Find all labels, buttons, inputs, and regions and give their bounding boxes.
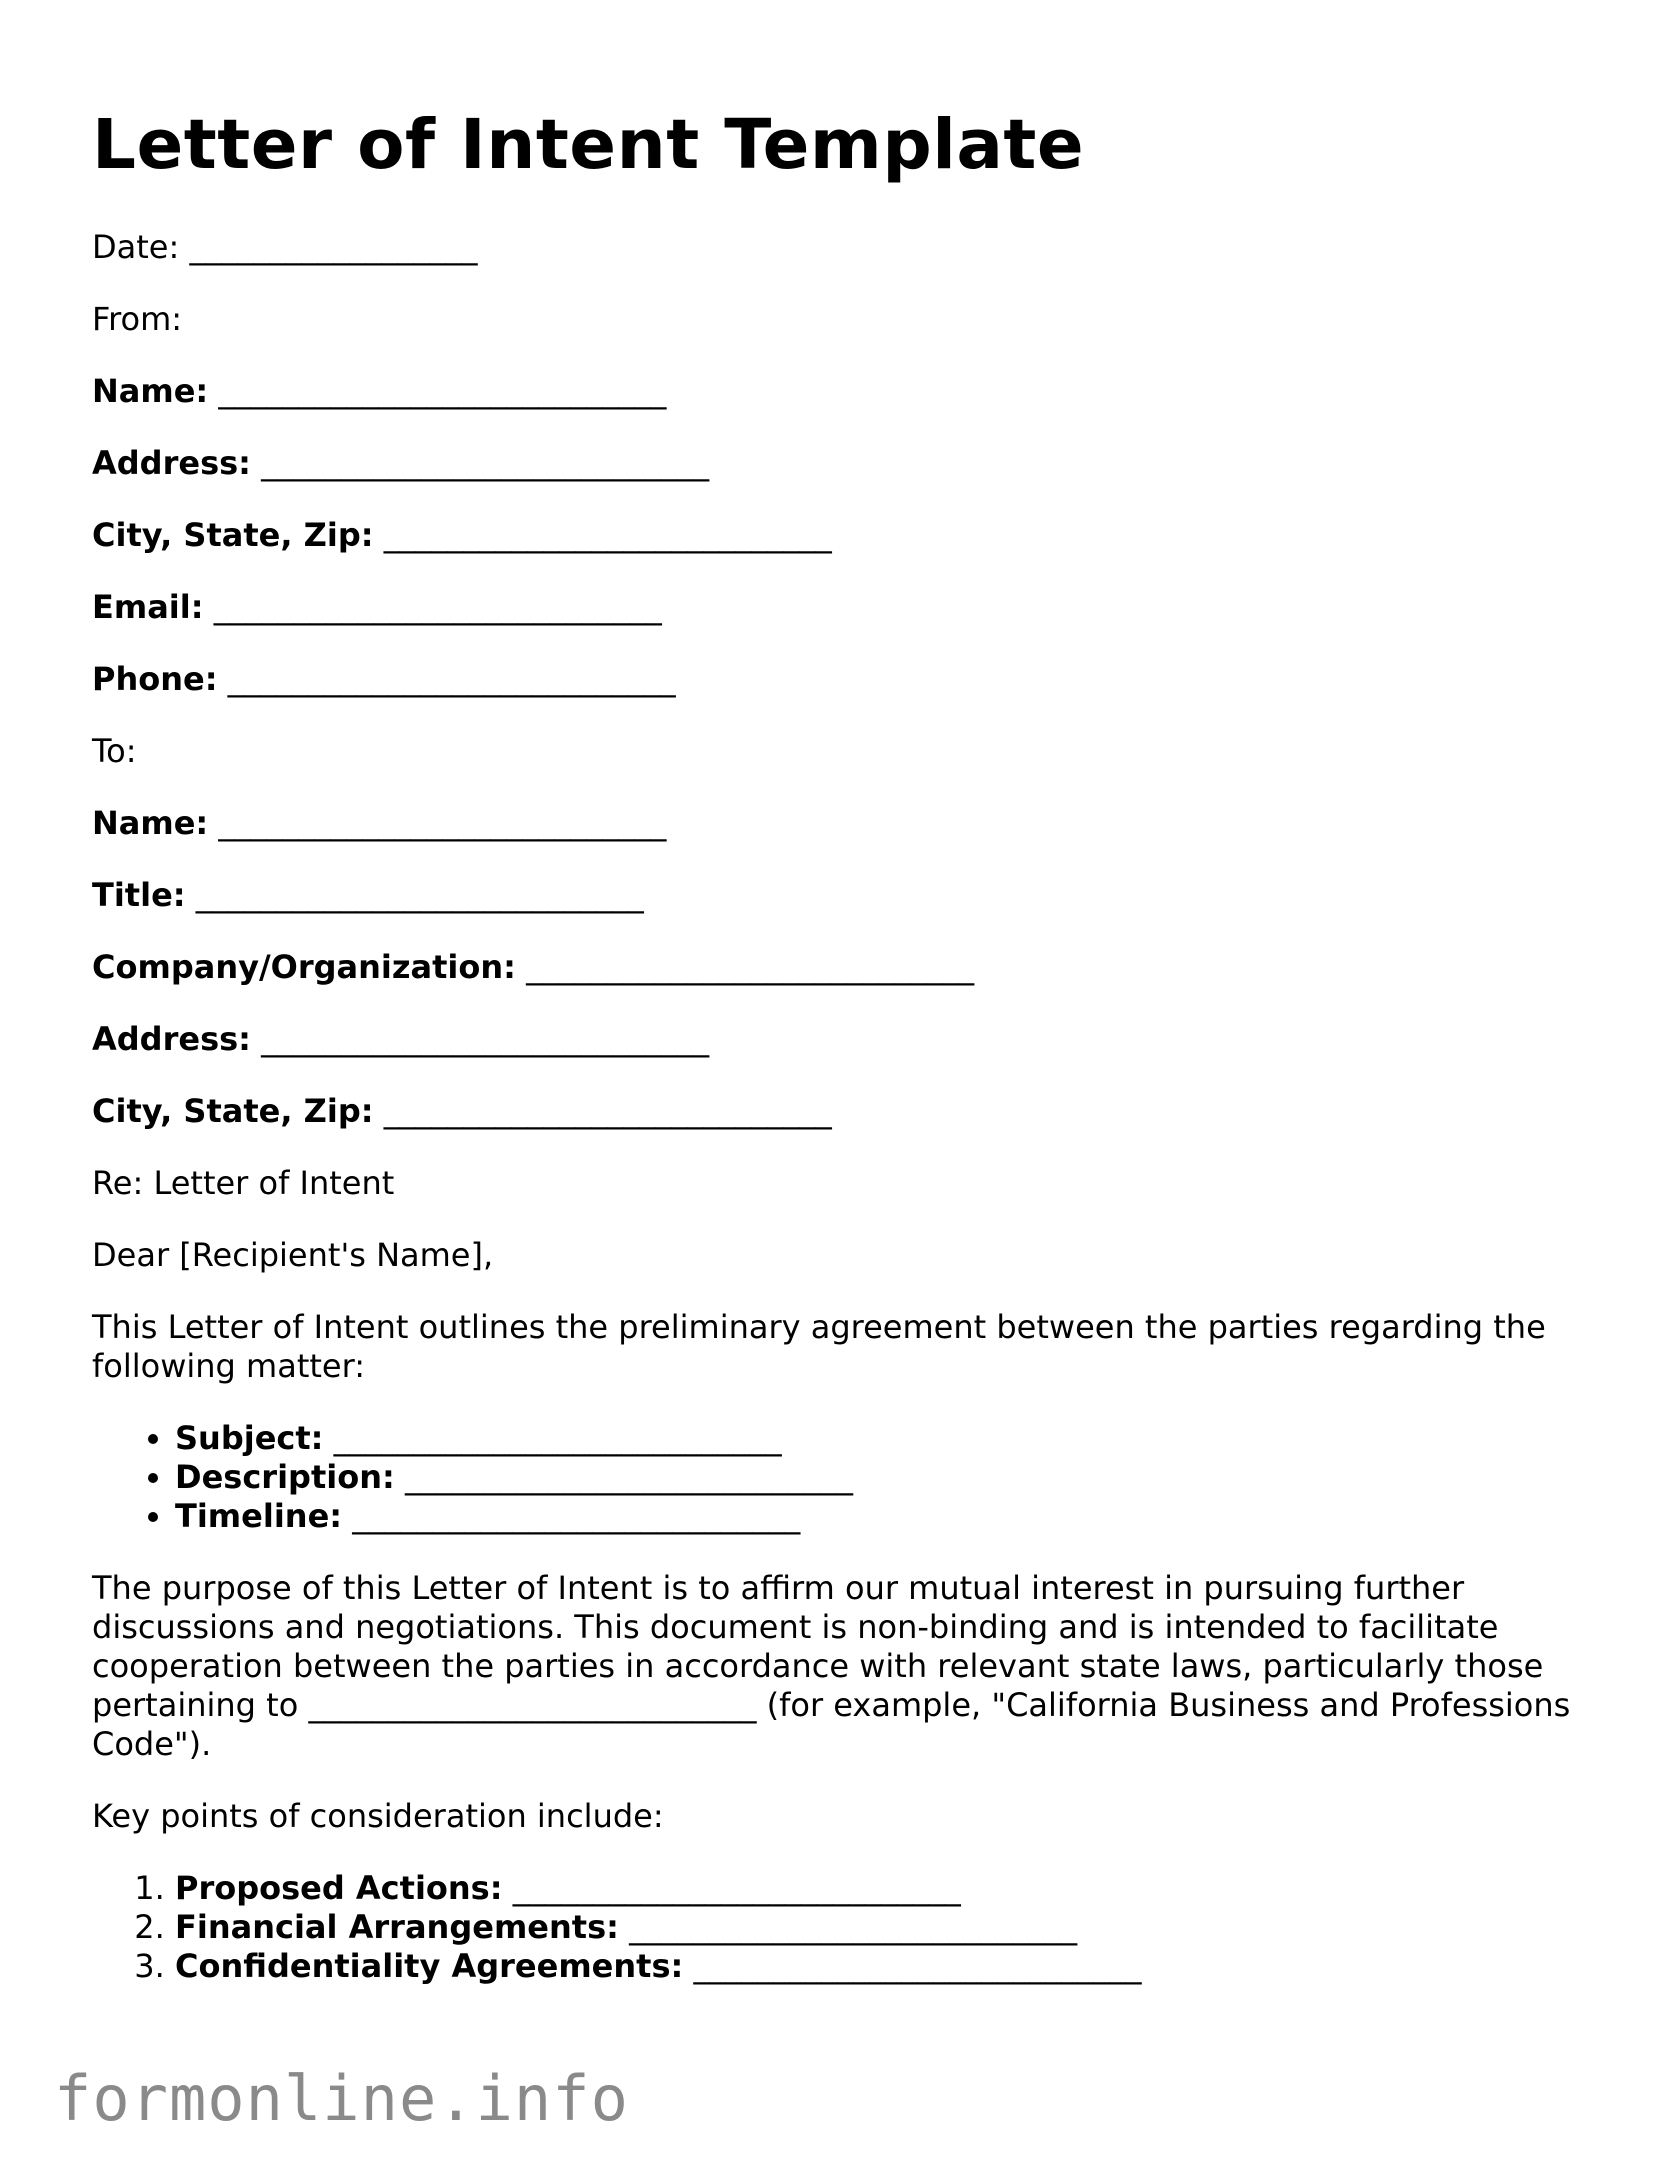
list-item	[175, 1869, 1612, 1908]
item-label: Timeline:	[175, 1496, 343, 1535]
from-heading: From:	[92, 299, 183, 338]
field-blank[interactable]: ____________________________	[383, 1091, 832, 1130]
item-label: Confidentiality Agreements:	[175, 1946, 684, 1985]
item-label: Subject:	[175, 1418, 324, 1457]
field-blank[interactable]: ____________________________	[261, 443, 710, 482]
field-label: Email:	[92, 587, 204, 626]
item-label: Proposed Actions:	[175, 1868, 503, 1907]
field-label: City, State, Zip:	[92, 515, 374, 554]
item-blank[interactable]: ____________________________	[629, 1907, 1078, 1946]
to-address-field	[92, 1020, 1612, 1059]
intro-paragraph: This Letter of Intent outlines the preliminary agreement between the parties regarding the following matter:	[92, 1307, 1546, 1385]
matter-list	[92, 1419, 1612, 1536]
item-blank[interactable]: ____________________________	[333, 1418, 782, 1457]
watermark: formonline.info	[54, 2062, 629, 2135]
field-blank[interactable]: ____________________________	[213, 587, 662, 626]
list-item	[175, 1947, 1612, 1986]
list-item	[175, 1908, 1612, 1947]
from-city-state-zip-field	[92, 516, 1612, 555]
from-phone-field	[92, 660, 1612, 699]
field-label: Name:	[92, 371, 209, 410]
purpose-paragraph	[92, 1569, 1612, 1764]
field-blank[interactable]: ____________________________	[526, 947, 975, 986]
field-label: Phone:	[92, 659, 218, 698]
item-label: Description:	[175, 1457, 395, 1496]
from-address-field	[92, 444, 1612, 483]
field-label: Company/Organization:	[92, 947, 516, 986]
re-line: Re: Letter of Intent	[92, 1163, 395, 1202]
field-blank[interactable]: ____________________________	[261, 1019, 710, 1058]
list-item	[175, 1419, 1612, 1458]
field-label: Name:	[92, 803, 209, 842]
date-blank[interactable]: __________________	[189, 227, 478, 266]
key-points-list	[92, 1869, 1612, 1986]
key-points-heading: Key points of consideration include:	[92, 1796, 664, 1835]
field-label: City, State, Zip:	[92, 1091, 374, 1130]
letter-page	[92, 105, 1612, 2019]
to-city-state-zip-field	[92, 1092, 1612, 1131]
field-label: Title:	[92, 875, 186, 914]
item-blank[interactable]: ____________________________	[352, 1496, 801, 1535]
page-title: Letter of Intent Template	[92, 105, 1085, 185]
purpose-text-before: The purpose of this Letter of Intent is to affirm our mutual interest in pursuing further discussions and negotiations. This document is non-binding and is intended to facilitate cooperation between the parties in accordance with relevant state laws, particularly those pertaining to	[92, 1568, 1544, 1724]
date-label: Date:	[92, 227, 180, 266]
from-name-field	[92, 372, 1612, 411]
purpose-blank[interactable]: ____________________________	[308, 1685, 757, 1724]
item-blank[interactable]: ____________________________	[693, 1946, 1142, 1985]
field-blank[interactable]: ____________________________	[227, 659, 676, 698]
list-item	[175, 1497, 1612, 1536]
purpose-text-after: (for example, "California Business and Professions Code").	[92, 1685, 1571, 1763]
from-email-field	[92, 588, 1612, 627]
list-item	[175, 1458, 1612, 1497]
date-line	[92, 228, 1612, 267]
field-blank[interactable]: ____________________________	[218, 803, 667, 842]
item-label: Financial Arrangements:	[175, 1907, 619, 1946]
salutation: Dear [Recipient's Name],	[92, 1235, 494, 1274]
to-name-field	[92, 804, 1612, 843]
item-blank[interactable]: ____________________________	[512, 1868, 961, 1907]
field-blank[interactable]: ____________________________	[383, 515, 832, 554]
item-blank[interactable]: ____________________________	[404, 1457, 853, 1496]
field-label: Address:	[92, 443, 251, 482]
to-title-field	[92, 876, 1612, 915]
field-blank[interactable]: ____________________________	[195, 875, 644, 914]
field-label: Address:	[92, 1019, 251, 1058]
field-blank[interactable]: ____________________________	[218, 371, 667, 410]
to-company-field	[92, 948, 1612, 987]
to-heading: To:	[92, 731, 137, 770]
